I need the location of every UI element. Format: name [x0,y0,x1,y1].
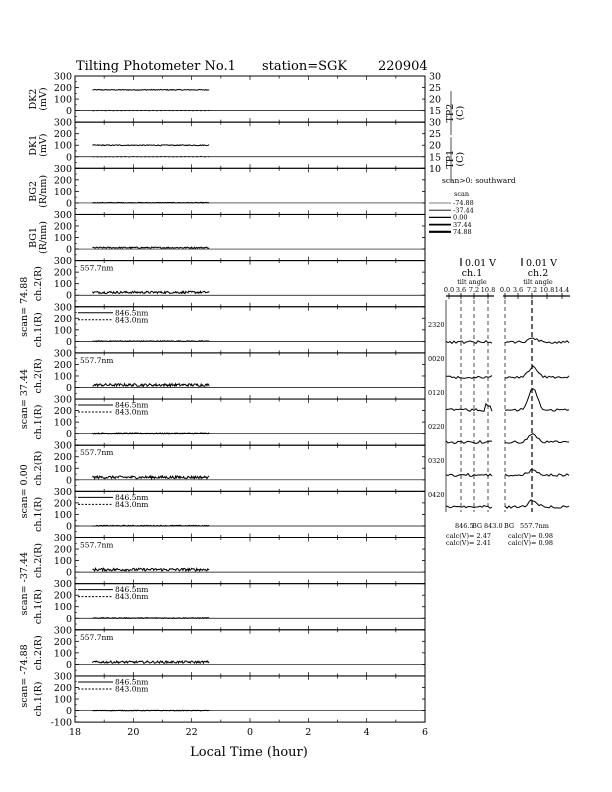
y-tick-label: 100 [53,233,72,245]
y-tick-label: 300 [53,625,72,637]
x-tick-label: 0 [246,727,254,739]
y-axis-label-line: ch.1(R) [33,496,44,532]
wavelength-label: 557.7nm [80,355,114,365]
y-tick-label: 100 [53,694,72,706]
legend-label: 846.5nm [115,585,149,595]
y-tick-label: 200 [53,313,72,325]
y-tick-label: 100 [53,648,72,660]
y-axis-label [28,134,49,157]
inset-trace-ch2 [505,389,569,411]
y-tick-label: 200 [53,83,72,95]
chart-title: Tilting Photometer No.1 [76,59,236,74]
right-axis-label-line: TP1 [445,149,456,169]
right-tick-label: 25 [429,83,442,95]
y-tick-label: 0 [65,475,72,487]
panel-frame [75,353,425,399]
y-tick-label: 0 [65,567,72,579]
y-axis-label-line: ch.1(R) [33,589,44,625]
right-tick-label: 30 [429,71,442,83]
y-tick-label: 100 [53,140,72,152]
inset-trace-ch1 [446,341,492,344]
y-tick-label: 0 [65,613,72,625]
scan-label: scan= 0.00 [19,464,30,519]
legend-label: 846.5nm [115,308,149,318]
y-axis-label-line: BG1 [28,227,39,248]
y-tick-label: 0 [65,383,72,395]
right-tick-label: 30 [429,117,442,129]
tilt-tick-ch1: 0.0 [443,286,455,294]
panel-frame [75,261,425,307]
legend-label: 843.0nm [115,315,149,325]
y-axis-label [33,497,44,532]
panel-s5ch1 [33,671,425,728]
y-axis-label-line: ch.2(R) [33,543,44,579]
y-axis-label-line: ch.2(R) [33,266,44,302]
right-tick-label: 20 [429,140,442,152]
scan-legend-entry: 37.44 [453,220,472,229]
y-tick-label: 100 [53,556,72,568]
y-tick-label: 100 [53,371,72,383]
y-axis-label [33,589,44,624]
tilt-tick-ch1: 3.6 [455,286,467,294]
series-line [93,661,210,663]
y-tick-label: -100 [50,717,72,729]
inset-wavelength-label: BG [504,522,515,530]
panel-frame [75,538,425,584]
y-tick-label: 0 [65,659,72,671]
series-line [93,476,210,479]
inset-trace-ch2 [505,366,569,378]
inset-wavelength-label: 557.7nm [520,522,549,530]
tilt-label-ch1: tilt angle [457,278,487,286]
inset-time-label: 2320 [428,321,445,329]
series-line [93,202,210,203]
legend-label: 846.5nm [115,492,149,502]
panel-frame [75,214,425,260]
y-axis-label-line: (R/nm) [38,221,49,254]
scale-ch2: 0.01 V [526,258,558,269]
tilt-tick-ch2: 7.2 [526,286,538,294]
right-tick-label: 10 [429,163,442,175]
panel-s3ch1 [33,487,425,538]
inset-wavelength-label: BG [472,522,483,530]
y-tick-label: 0 [65,290,72,302]
y-tick-label: 200 [53,452,72,464]
y-axis-label [28,175,49,208]
ch1-label: ch.1 [461,268,483,279]
wavelength-label: 557.7nm [80,632,114,642]
y-tick-label: 0 [65,521,72,533]
panel-s4ch1 [33,579,425,630]
y-tick-label: 0 [65,198,72,210]
y-tick-label: 200 [53,406,72,418]
panel-s1ch1 [33,302,425,353]
y-tick-label: 200 [53,636,72,648]
y-axis-label-line: BG2 [28,180,39,202]
calc-right: calc(V)= 0.98 [508,532,553,540]
calc-left: calc(V)= 2.41 [446,539,491,547]
y-axis-label-line: ch.1(R) [33,404,44,440]
y-tick-label: 200 [53,267,72,279]
scale-ch1: 0.01 V [465,258,497,269]
y-axis-label [33,312,44,347]
y-axis-label-line: ch.2(R) [33,635,44,671]
scan-legend-entry: 0.00 [453,213,468,222]
y-tick-label: 200 [53,498,72,510]
tilt-inset [428,258,570,547]
y-axis-label [33,635,44,670]
inset-trace-ch1 [446,404,492,412]
tilt-tick-ch1: 10.8 [480,286,496,294]
inset-trace-ch2 [505,470,569,477]
y-axis-label [33,266,44,301]
inset-time-label: 0420 [428,491,445,499]
y-tick-label: 100 [53,463,72,475]
tilt-tick-ch2: 3.6 [512,286,524,294]
y-tick-label: 300 [53,671,72,683]
x-axis-label: Local Time (hour) [190,745,308,760]
y-tick-label: 100 [53,417,72,429]
tilt-tick-ch2: 14.4 [554,286,570,294]
inset-trace-ch1 [446,441,492,444]
series-line [93,145,210,146]
y-axis-label [33,543,44,578]
inset-trace-ch1 [446,506,492,509]
legend-label: 843.0nm [115,592,149,602]
inset-time-label: 0320 [428,457,445,465]
inset-time-label: 0020 [428,355,445,363]
y-tick-label: 300 [53,302,72,314]
right-axis-label [445,104,466,123]
y-tick-label: 200 [53,175,72,187]
y-axis-label-line: (mV) [38,133,49,157]
y-tick-label: 300 [53,394,72,406]
tilt-tick-ch2: 10.8 [539,286,555,294]
right-axis-label-line: TP2 [445,103,456,123]
inset-trace-ch2 [505,500,569,508]
y-tick-label: 0 [65,429,72,441]
inset-time-label: 0120 [428,389,445,397]
y-tick-label: 300 [53,163,72,175]
right-axis-label-line: (C) [455,105,466,121]
scan-legend-entry: 74.88 [453,228,472,236]
series-line [93,433,210,434]
inset-trace-ch2 [505,434,569,444]
scan-legend-header: scan [454,190,470,198]
y-tick-label: 300 [53,533,72,544]
y-tick-label: 300 [53,209,72,221]
panel-s5ch2 [33,625,425,676]
y-tick-label: 300 [53,579,72,591]
y-tick-label: 200 [53,129,72,141]
panel-s1ch2 [33,256,425,307]
series-line [93,384,210,387]
tilt-tick-ch1: 7.2 [468,286,480,294]
scan-label: scan= 37.44 [19,368,30,430]
series-line [93,89,210,90]
scan-labels [19,277,30,708]
y-tick-label: 100 [53,186,72,198]
y-axis-label-line: (mV) [38,87,49,111]
tilt-tick-ch2: 0.0 [499,286,511,294]
calc-left: calc(V)= 2.47 [446,532,491,540]
right-tick-label: 25 [429,129,442,141]
y-tick-label: 300 [53,256,72,268]
y-axis-label-line: (R/nm) [38,174,49,208]
date-label: 220904 [378,59,428,74]
scan-legend-entry: -74.88 [453,199,474,208]
y-tick-label: 300 [53,348,72,360]
scan-label: scan= 74.88 [19,276,30,337]
right-tick-label: 20 [429,94,442,106]
y-tick-label: 100 [53,94,72,106]
y-tick-label: 300 [53,117,72,129]
inset-wavelength-label: 846.5 [455,522,474,530]
inset-time-label: 0220 [428,423,445,431]
y-axis-label [28,87,49,110]
y-tick-label: 200 [53,590,72,602]
panel-s2ch2 [33,348,425,399]
scan-legend-title: scan>0: southward [442,176,516,185]
y-axis-label-line: ch.2(R) [33,450,44,486]
y-tick-label: 0 [65,152,72,164]
right-axis-label [445,150,466,169]
right-tick-label: 15 [429,106,442,118]
y-axis-label [28,221,49,254]
panel-frame [75,168,425,214]
y-tick-label: 200 [53,544,72,556]
y-axis-label [33,451,44,486]
inset-wavelength-label: 843.0 [484,522,503,530]
x-tick-label: 20 [127,727,140,739]
panel-dk2 [28,72,466,136]
scan-label: scan= -74.88 [19,644,30,708]
panel-frame [75,445,425,491]
legend-label: 843.0nm [115,684,149,694]
panel-s3ch2 [33,441,425,492]
legend-label: 846.5nm [115,677,149,687]
y-tick-label: 100 [53,509,72,521]
wavelength-label: 557.7nm [80,540,114,550]
right-tick-label: 15 [429,152,442,164]
x-tick-label: 4 [363,727,370,739]
panel-s2ch1 [33,395,425,446]
panel-s4ch2 [33,533,425,584]
wavelength-label: 557.7nm [80,448,114,458]
y-tick-label: 100 [53,602,72,614]
series-line [93,568,210,571]
y-tick-label: 0 [65,336,72,348]
scan-legend-entry: -37.44 [453,206,474,215]
scan-legend [429,176,516,236]
y-tick-label: 300 [53,71,72,83]
x-tick-label: 6 [421,727,429,739]
y-tick-label: 200 [53,221,72,233]
legend-label: 843.0nm [115,499,149,509]
y-axis-label-line: ch.1(R) [33,312,44,348]
x-tick-label: 2 [305,727,312,739]
panel-frame [75,630,425,676]
y-tick-label: 100 [53,279,72,291]
right-axis-label-line: (C) [455,151,466,167]
y-axis-label-line: ch.1(R) [33,681,44,717]
panel-bg1 [28,210,425,261]
series-line [93,291,210,293]
panel-bg2 [28,164,425,215]
y-axis-label [33,405,44,440]
y-axis-label [33,681,44,716]
wavelength-label: 557.7nm [80,263,114,273]
station-label: station=SGK [262,59,348,74]
ch2-label: ch.2 [527,268,549,279]
panel-frame [75,76,425,122]
y-tick-label: 200 [53,682,72,694]
y-tick-label: 300 [53,486,72,498]
y-tick-label: 300 [53,440,72,452]
series-line [93,525,210,526]
inset-trace-ch1 [446,376,492,379]
panel-dk1 [28,118,466,182]
series-line [93,247,210,248]
y-axis-label [33,358,44,393]
y-tick-label: 0 [65,244,72,256]
y-axis-label-line: DK2 [28,88,39,110]
y-tick-label: 100 [53,325,72,337]
x-tick-label: 22 [185,727,198,739]
y-tick-label: 200 [53,359,72,371]
legend-label: 846.5nm [115,400,149,410]
y-tick-label: 0 [65,706,72,718]
scan-label: scan= -37.44 [19,551,30,616]
panel-stack [28,72,466,729]
y-axis-label-line: ch.2(R) [33,358,44,394]
y-tick-label: 0 [65,106,72,118]
tilt-label-ch2: tilt angle [523,278,553,286]
y-axis-label-line: DK1 [28,134,39,156]
inset-trace-ch2 [505,338,569,343]
x-axis [69,727,428,738]
x-tick-label: 18 [68,727,82,739]
inset-trace-ch1 [446,474,492,477]
legend-label: 843.0nm [115,407,149,417]
calc-right: calc(V)= 0.98 [508,539,553,547]
